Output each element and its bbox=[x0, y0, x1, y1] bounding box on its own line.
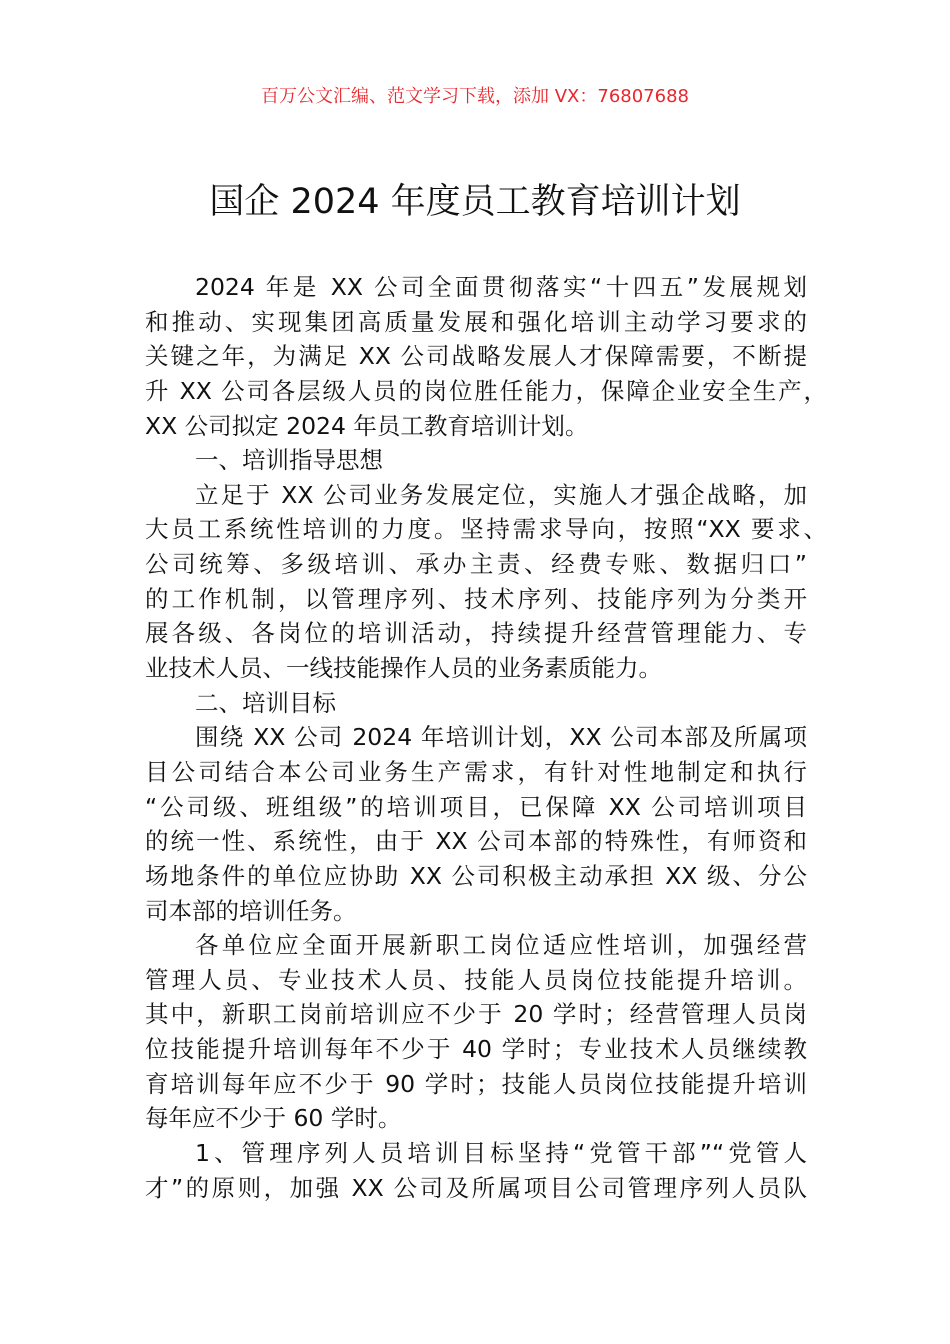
text-line: 立足于 XX 公司业务发展定位，实施人才强企战略，加 bbox=[195, 480, 807, 509]
text-line: 司本部的培训任务。 bbox=[145, 896, 357, 925]
text-line: 每年应不少于 60 学时。 bbox=[145, 1104, 402, 1133]
text-line: 的统一性、系统性，由于 XX 公司本部的特殊性，有师资和 bbox=[145, 827, 807, 856]
text-line: 公司统筹、多级培训、承办主责、经费专账、数据归口” bbox=[145, 550, 807, 579]
text-line: XX 公司拟定 2024 年员工教育培训计划。 bbox=[145, 411, 589, 440]
paragraph-training-hours bbox=[145, 928, 807, 1136]
text-line: 各单位应全面开展新职工岗位适应性培训，加强经营 bbox=[195, 931, 807, 960]
section-heading-2: 二、培训目标 bbox=[195, 688, 336, 717]
document-title: 国企 2024 年度员工教育培训计划 bbox=[209, 182, 741, 222]
text-line: 的工作机制，以管理序列、技术序列、技能序列为分类开 bbox=[145, 584, 807, 613]
document-body bbox=[145, 270, 827, 1205]
section-heading-1: 一、培训指导思想 bbox=[195, 446, 383, 475]
text-line: 展各级、各岗位的培训活动，持续提升经营管理能力、专 bbox=[145, 619, 807, 648]
text-line: 升 XX 公司各层级人员的岗位胜任能力，保障企业安全生产， bbox=[145, 376, 827, 405]
paragraph-targets bbox=[145, 720, 807, 928]
text-line: 大员工系统性培训的力度。坚持需求导向，按照“XX 要求、 bbox=[145, 515, 827, 544]
text-line: 管理人员、专业技术人员、技能人员岗位技能提升培训。 bbox=[145, 965, 807, 994]
watermark-header: 百万公文汇编、范文学习下载，添加 VX：76807688 bbox=[261, 86, 689, 107]
text-line: 目公司结合本公司业务生产需求，有针对性地制定和执行 bbox=[145, 757, 807, 786]
text-line: 和推动、实现集团高质量发展和强化培训主动学习要求的 bbox=[145, 307, 807, 336]
text-line: 育培训每年应不少于 90 学时；技能人员岗位技能提升培训 bbox=[145, 1069, 807, 1098]
text-line: 才”的原则，加强 XX 公司及所属项目公司管理序列人员队 bbox=[145, 1173, 807, 1202]
text-line: 位技能提升培训每年不少于 40 学时；专业技术人员继续教 bbox=[145, 1035, 807, 1064]
text-line: 业技术人员、一线技能操作人员的业务素质能力。 bbox=[145, 654, 662, 683]
text-line: 其中，新职工岗前培训应不少于 20 学时；经营管理人员岗 bbox=[145, 1000, 807, 1029]
paragraph-guiding-thought bbox=[145, 478, 827, 686]
paragraph-management-sequence bbox=[145, 1136, 807, 1205]
text-line: 2024 年是 XX 公司全面贯彻落实“十四五”发展规划 bbox=[195, 273, 807, 301]
paragraph-intro bbox=[145, 270, 827, 443]
text-line: 场地条件的单位应协助 XX 公司积极主动承担 XX 级、分公 bbox=[145, 861, 807, 890]
text-line: 关键之年，为满足 XX 公司战略发展人才保障需要，不断提 bbox=[145, 342, 807, 371]
text-line: 围绕 XX 公司 2024 年培训计划，XX 公司本部及所属项 bbox=[195, 723, 807, 752]
text-line: “公司级、班组级”的培训项目，已保障 XX 公司培训项目 bbox=[145, 792, 807, 821]
text-line: 1、管理序列人员培训目标坚持“党管干部”“党管人 bbox=[195, 1139, 807, 1168]
